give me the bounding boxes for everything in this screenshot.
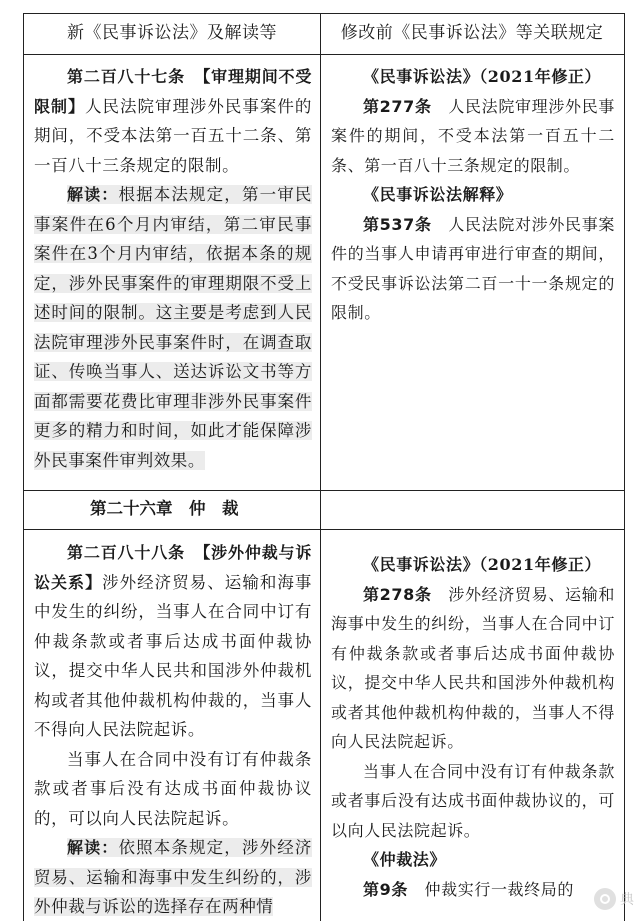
article-number: 第二百八十七条 <box>67 67 185 86</box>
article-tag: 【审理期间不受限制】 <box>34 67 313 116</box>
related-article-537 <box>331 210 615 328</box>
article-number: 第537条 <box>363 214 432 234</box>
article-text: 人民法院审理涉外民事案件的期间，不受本法第一百五十二条、第一百八十三条规定的限制。 <box>331 96 615 175</box>
source-title: 《民事诉讼法》（2021年修正） <box>363 555 602 574</box>
source-title: 《民事诉讼法》（2021年修正） <box>363 67 602 86</box>
comparison-table <box>23 13 625 921</box>
article-number: 第278条 <box>363 584 432 604</box>
interpretation-288 <box>34 833 312 922</box>
related-article-277 <box>331 92 615 181</box>
source-title: 《民事诉讼法解释》 <box>363 185 513 204</box>
row-divider <box>24 529 624 530</box>
related-article-278 <box>331 580 615 757</box>
article-287-cell <box>34 62 312 475</box>
article-288 <box>34 538 312 745</box>
article-text: 人民法院对涉外民事案件的当事人申请再审进行审查的期间，不受民事诉讼法第二百一十一条规定的限制。 <box>331 214 615 322</box>
article-288-cell <box>34 538 312 922</box>
interpretation-label: 解读： <box>67 838 119 857</box>
row-divider <box>24 54 624 55</box>
related-article-278-para2: 当事人在合同中没有订有仲裁条款或者事后没有达成书面仲裁协议的，可以向人民法院起诉。 <box>331 761 615 840</box>
chapter-title: 第二十六章 仲 裁 <box>90 499 239 518</box>
article-number: 第277条 <box>363 96 432 116</box>
interpretation-text: 根据本法规定，第一审民事案件在6个月内审结，第二审民事案件在3个月内审结，依据本条的规定，涉外民事案件的审理期限不受上述时间的限制。这主要是考虑到人民法院审理涉外民事案件时，在调查取证、传唤当事人、送达诉讼文书等方面都需要花费比审理非涉外民事案件更多的精力和时间，如此才能保障涉外民事案件审判效果。 <box>34 185 312 470</box>
header-right: 修改前《民事诉讼法》等关联规定 <box>340 23 604 43</box>
watermark-logo-icon <box>594 888 616 910</box>
related-278-cell <box>331 550 615 904</box>
related-277-cell <box>331 62 615 328</box>
column-divider <box>320 14 321 921</box>
related-article-9 <box>331 875 615 905</box>
article-text: 涉外经济贸易、运输和海事中发生的纠纷，当事人在合同中订有仲裁条款或者事后达成书面仲裁协议，提交中华人民共和国涉外仲裁机构或者其他仲裁机构仲裁的，当事人不得向人民法院起诉。 <box>331 584 615 751</box>
source-title: 《仲裁法》 <box>363 850 447 869</box>
article-text: 人民法院审理涉外民事案件的期间，不受本法第一百五十二条、第一百八十三条规定的限制。 <box>34 96 312 175</box>
interpretation-287 <box>34 180 312 475</box>
row-divider <box>24 490 624 491</box>
article-text: 仲裁实行一裁终局的 <box>424 879 574 899</box>
header-left: 新《民事诉讼法》及解读等 <box>67 23 277 43</box>
interpretation-text: 依照本条规定，涉外经济贸易、运输和海事中发生纠纷的，涉外仲裁与诉讼的选择存在两种情 <box>34 838 312 916</box>
article-287 <box>34 62 312 180</box>
article-288-para2: 当事人在合同中没有订有仲裁条款或者事后没有达成书面仲裁协议的，可以向人民法院起诉。 <box>34 749 312 828</box>
watermark <box>594 888 634 910</box>
article-tag: 【涉外仲裁与诉讼关系】 <box>34 543 313 592</box>
article-number: 第二百八十八条 <box>67 543 185 562</box>
article-text: 涉外经济贸易、运输和海事中发生的纠纷，当事人在合同中订有仲裁条款或者事后达成书面仲裁协议，提交中华人民共和国涉外仲裁机构或者其他仲裁机构仲裁的，当事人不得向人民法院起诉。 <box>34 572 312 739</box>
article-number: 第9条 <box>363 879 408 899</box>
watermark-text: 典 <box>620 892 634 908</box>
interpretation-label: 解读： <box>67 185 119 204</box>
